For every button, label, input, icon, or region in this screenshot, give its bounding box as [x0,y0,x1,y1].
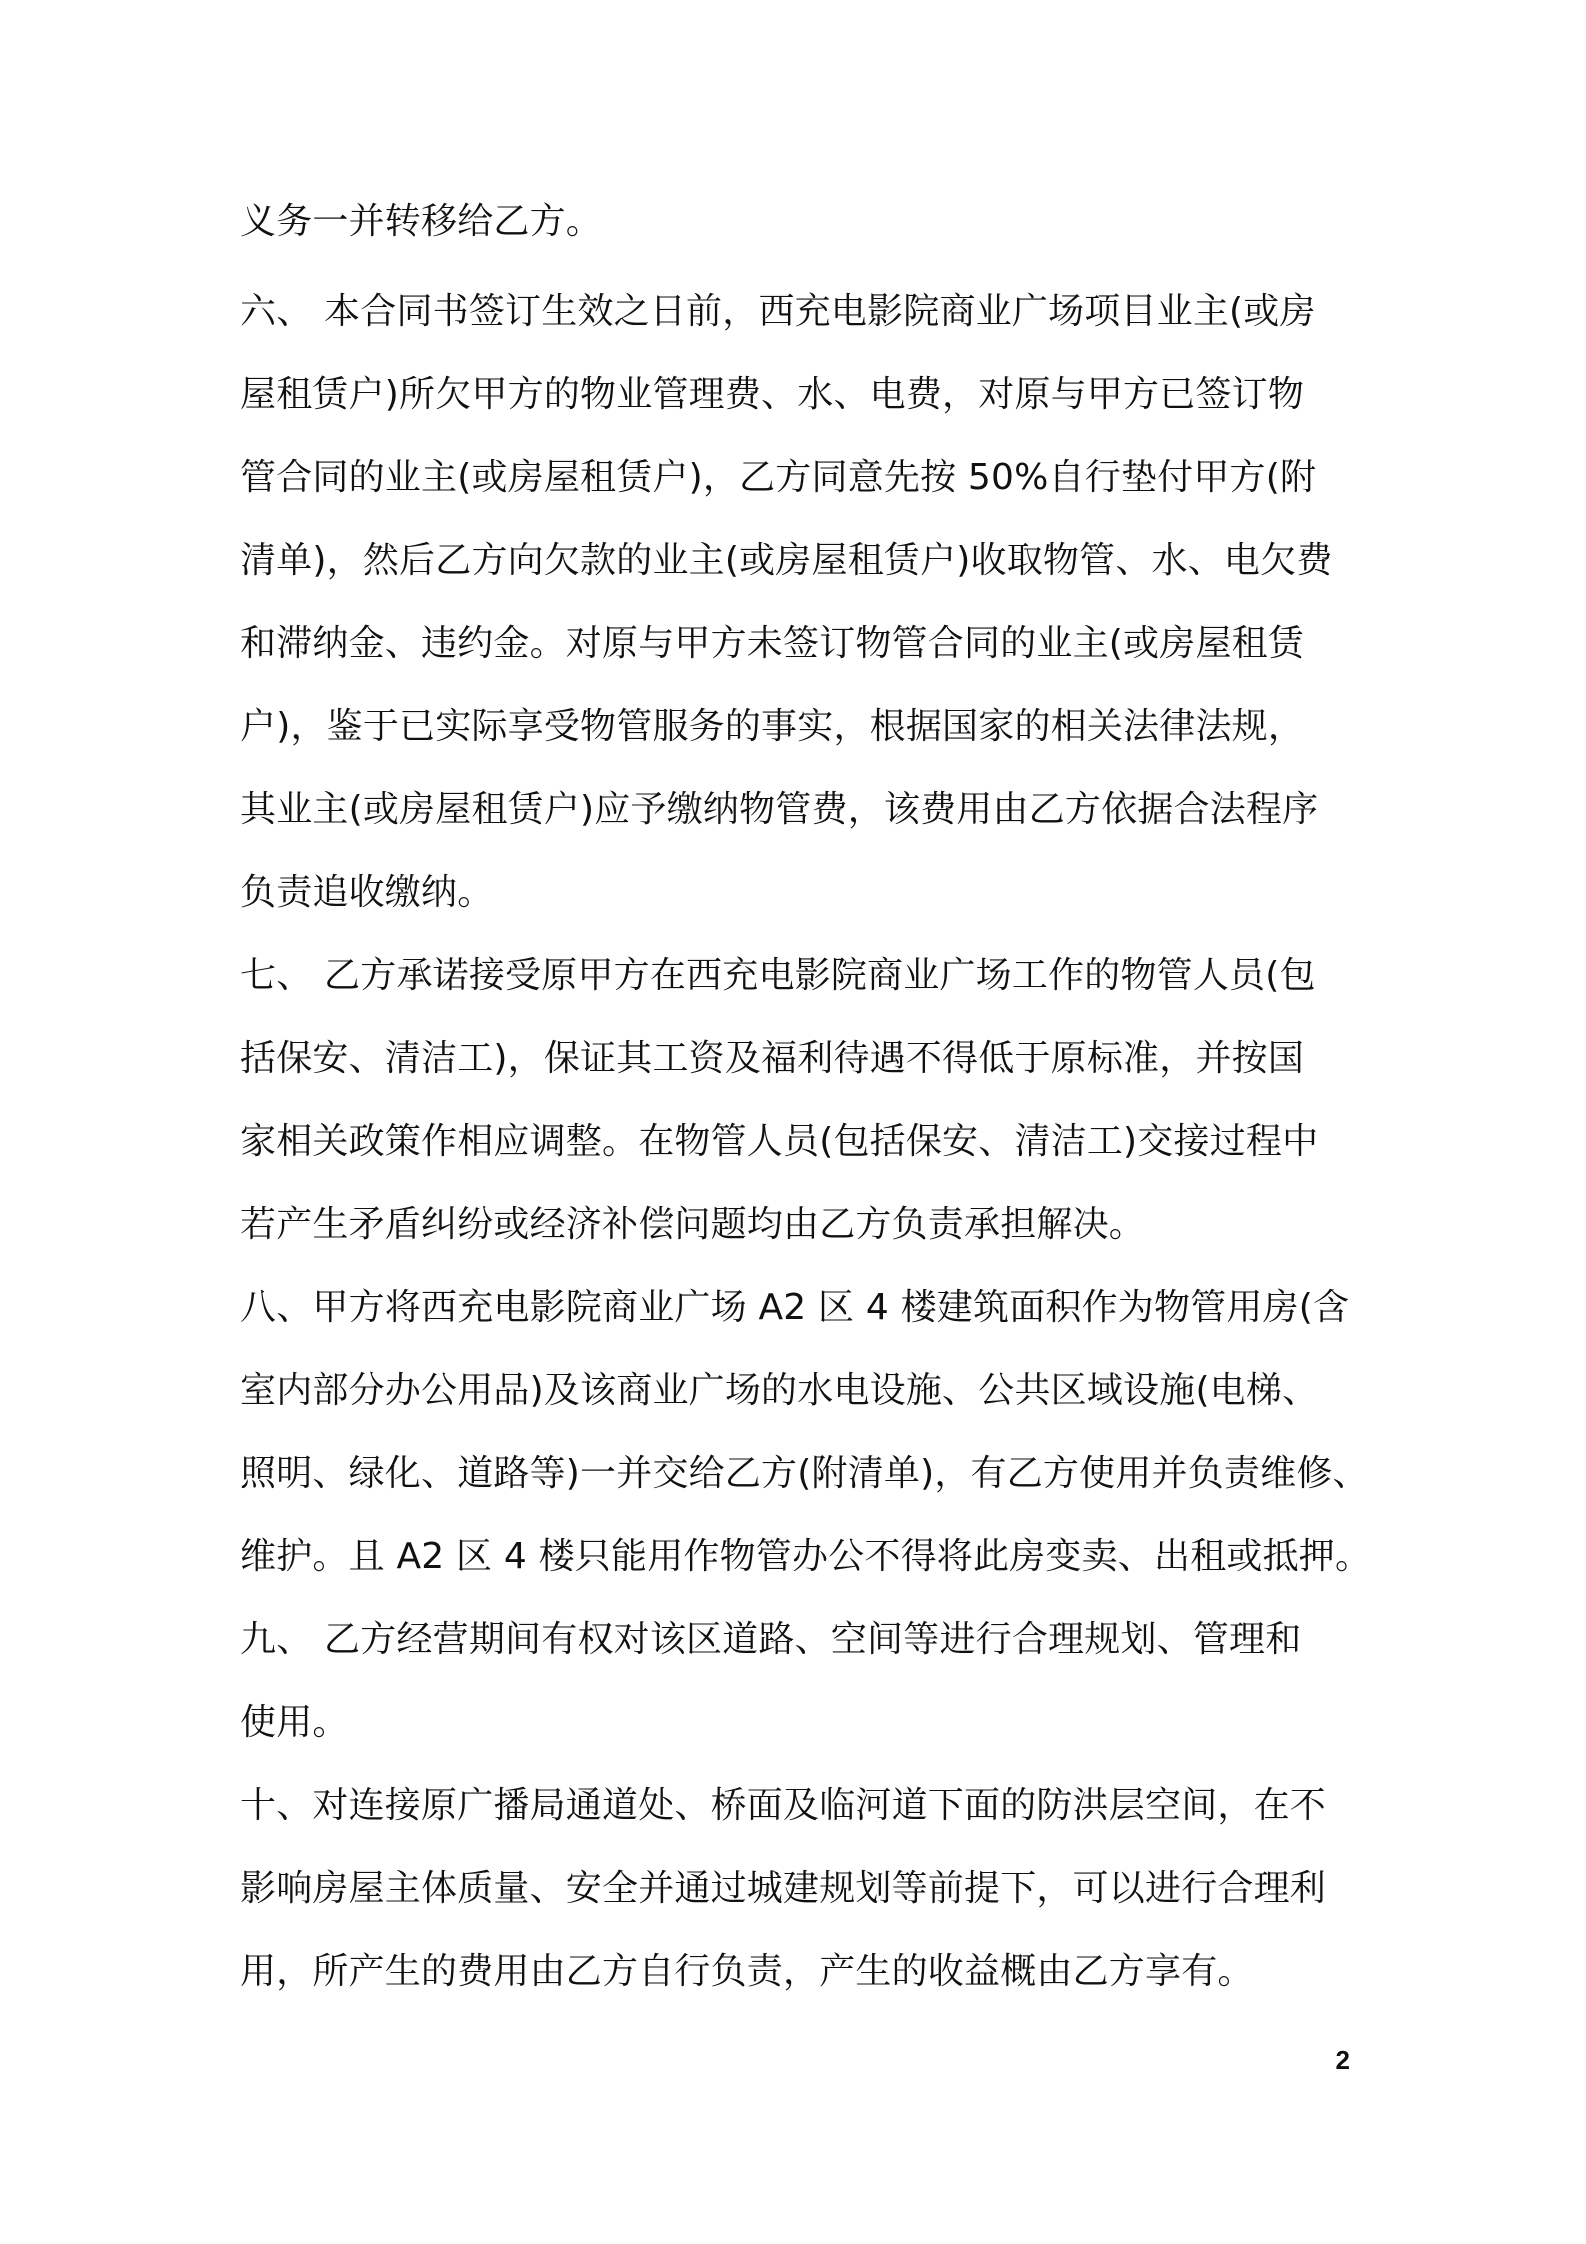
text-line: 其业主(或房屋租赁户)应予缴纳物管费，该费用由乙方依据合法程序 [240,789,1319,830]
text-line: 影响房屋主体质量、安全并通过城建规划等前提下，可以进行合理利 [240,1868,1327,1909]
text-line: 括保安、清洁工)，保证其工资及福利待遇不得低于原标准，并按国 [240,1038,1305,1079]
text-line: 六、 本合同书签订生效之日前，西充电影院商业广场项目业主(或房 [240,291,1316,332]
text-line: 屋租赁户)所欠甲方的物业管理费、水、电费，对原与甲方已签订物 [240,374,1305,415]
text-line: 负责追收缴纳。 [240,872,494,913]
text-line: 十、对连接原广播局通道处、桥面及临河道下面的防洪层空间，在不 [240,1785,1327,1826]
text-line: 八、甲方将西充电影院商业广场 A2 区 4 楼建筑面积作为物管用房(含 [240,1287,1350,1328]
text-line: 和滞纳金、违约金。对原与甲方未签订物管合同的业主(或房屋租赁 [240,623,1305,664]
text-line: 若产生矛盾纠纷或经济补偿问题均由乙方负责承担解决。 [240,1204,1146,1245]
text-line: 户)，鉴于已实际享受物管服务的事实，根据国家的相关法律法规， [240,706,1305,747]
text-line: 维护。且 A2 区 4 楼只能用作物管办公不得将此房变卖、出租或抵押。 [240,1536,1372,1577]
text-line: 家相关政策作相应调整。在物管人员(包括保安、清洁工)交接过程中 [240,1121,1319,1162]
text-line: 管合同的业主(或房屋租赁户)，乙方同意先按 50%自行垫付甲方(附 [240,457,1317,498]
text-line: 清单)，然后乙方向欠款的业主(或房屋租赁户)收取物管、水、电欠费 [240,540,1333,581]
text-line: 用，所产生的费用由乙方自行负责，产生的收益概由乙方享有。 [240,1951,1254,1992]
text-line: 义务一并转移给乙方。 [240,201,603,242]
text-line: 室内部分办公用品)及该商业广场的水电设施、公共区域设施(电梯、 [240,1370,1319,1411]
text-line: 照明、绿化、道路等)一并交给乙方(附清单)，有乙方使用并负责维修、 [240,1453,1369,1494]
page-number: 2 [1335,2045,1350,2075]
text-line: 七、 乙方承诺接受原甲方在西充电影院商业广场工作的物管人员(包 [240,955,1316,996]
text-line: 使用。 [240,1702,349,1743]
text-line: 九、 乙方经营期间有权对该区道路、空间等进行合理规划、管理和 [240,1619,1302,1660]
